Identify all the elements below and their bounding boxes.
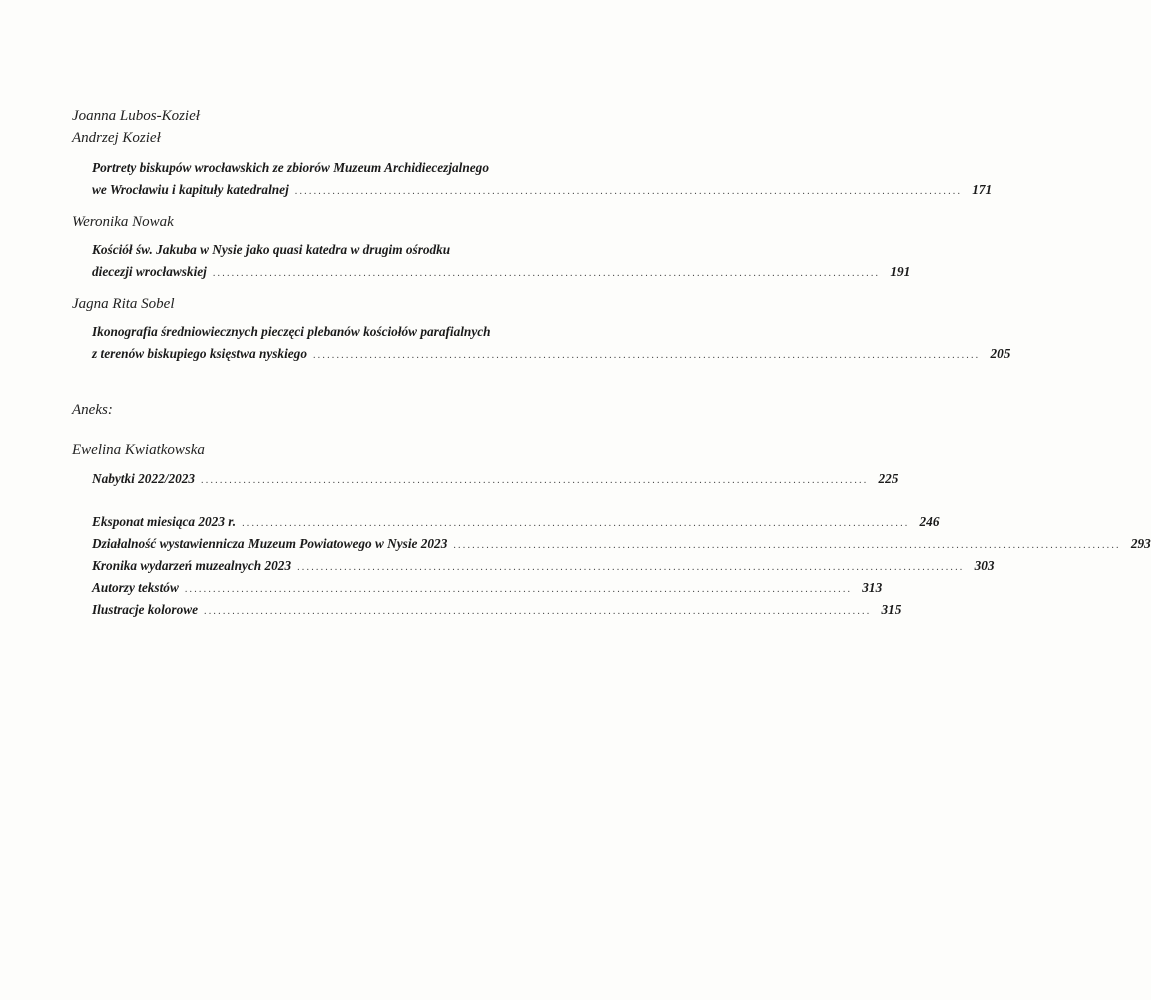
- toc-entry: [92, 470, 899, 488]
- toc-entry-title: Portrety biskupów wrocławskich ze zbiorów Muzeum Archidiecezjalnego: [92, 160, 489, 175]
- toc-entry: [92, 263, 911, 281]
- dot-leader: ..............................................................................................................................................: [294, 186, 963, 197]
- toc-entry-title: z terenów biskupiego księstwa nyskiego: [92, 346, 307, 361]
- toc-entry-title: Autorzy tekstów: [92, 580, 179, 595]
- page-number: 293: [1130, 536, 1151, 551]
- toc-entry: [92, 557, 995, 575]
- page-number: 315: [881, 602, 902, 617]
- author-name: Andrzej Kozieł: [72, 130, 161, 146]
- toc-entry-title: Eksponat miesiąca 2023 r.: [92, 514, 237, 529]
- toc-entry: [92, 345, 1011, 363]
- annex-heading: Aneks:: [72, 402, 113, 418]
- dot-leader: ..............................................................................................................................................: [453, 540, 1121, 551]
- toc-entry: [92, 579, 883, 597]
- page-number: 191: [890, 264, 911, 279]
- dot-leader: ..............................................................................................................................................: [212, 268, 881, 279]
- author-name: Joanna Lubos-Kozieł: [72, 108, 200, 124]
- dot-leader: ..............................................................................................................................................: [297, 562, 965, 573]
- toc-entry: [92, 601, 902, 619]
- dot-leader: ..............................................................................................................................................: [201, 475, 869, 486]
- toc-entry: [92, 535, 1151, 553]
- page-number: 303: [974, 558, 995, 573]
- toc-entry-title: Ilustracje kolorowe: [92, 602, 199, 617]
- toc-entry-title: Ikonografia średniowiecznych pieczęci plebanów kościołów parafialnych: [92, 324, 491, 339]
- page-number: 171: [972, 182, 993, 197]
- toc-entry-title: Kronika wydarzeń muzealnych 2023: [92, 558, 292, 573]
- dot-leader: ..............................................................................................................................................: [184, 584, 853, 595]
- page-number: 205: [990, 346, 1011, 361]
- author-name: Jagna Rita Sobel: [72, 296, 175, 312]
- page-number: 313: [862, 580, 883, 595]
- page-number: 246: [919, 514, 940, 529]
- page-number: 225: [878, 471, 899, 486]
- toc-entry: [92, 181, 993, 199]
- toc-entry-title: we Wrocławiu i kapituły katedralnej: [92, 182, 289, 197]
- toc-entry-title: diecezji wrocławskiej: [92, 264, 207, 279]
- toc-entry: [92, 513, 940, 531]
- toc-entry-title: Nabytki 2022/2023: [92, 471, 196, 486]
- toc-entry-title: Kościół św. Jakuba w Nysie jako quasi katedra w drugim ośrodku: [92, 242, 451, 257]
- author-name: Weronika Nowak: [72, 214, 174, 230]
- dot-leader: ..............................................................................................................................................: [204, 606, 872, 617]
- author-name: Ewelina Kwiatkowska: [72, 442, 205, 458]
- dot-leader: ..............................................................................................................................................: [312, 350, 981, 361]
- dot-leader: ..............................................................................................................................................: [242, 518, 910, 529]
- toc-entry-title: Działalność wystawiennicza Muzeum Powiatowego w Nysie 2023: [92, 536, 448, 551]
